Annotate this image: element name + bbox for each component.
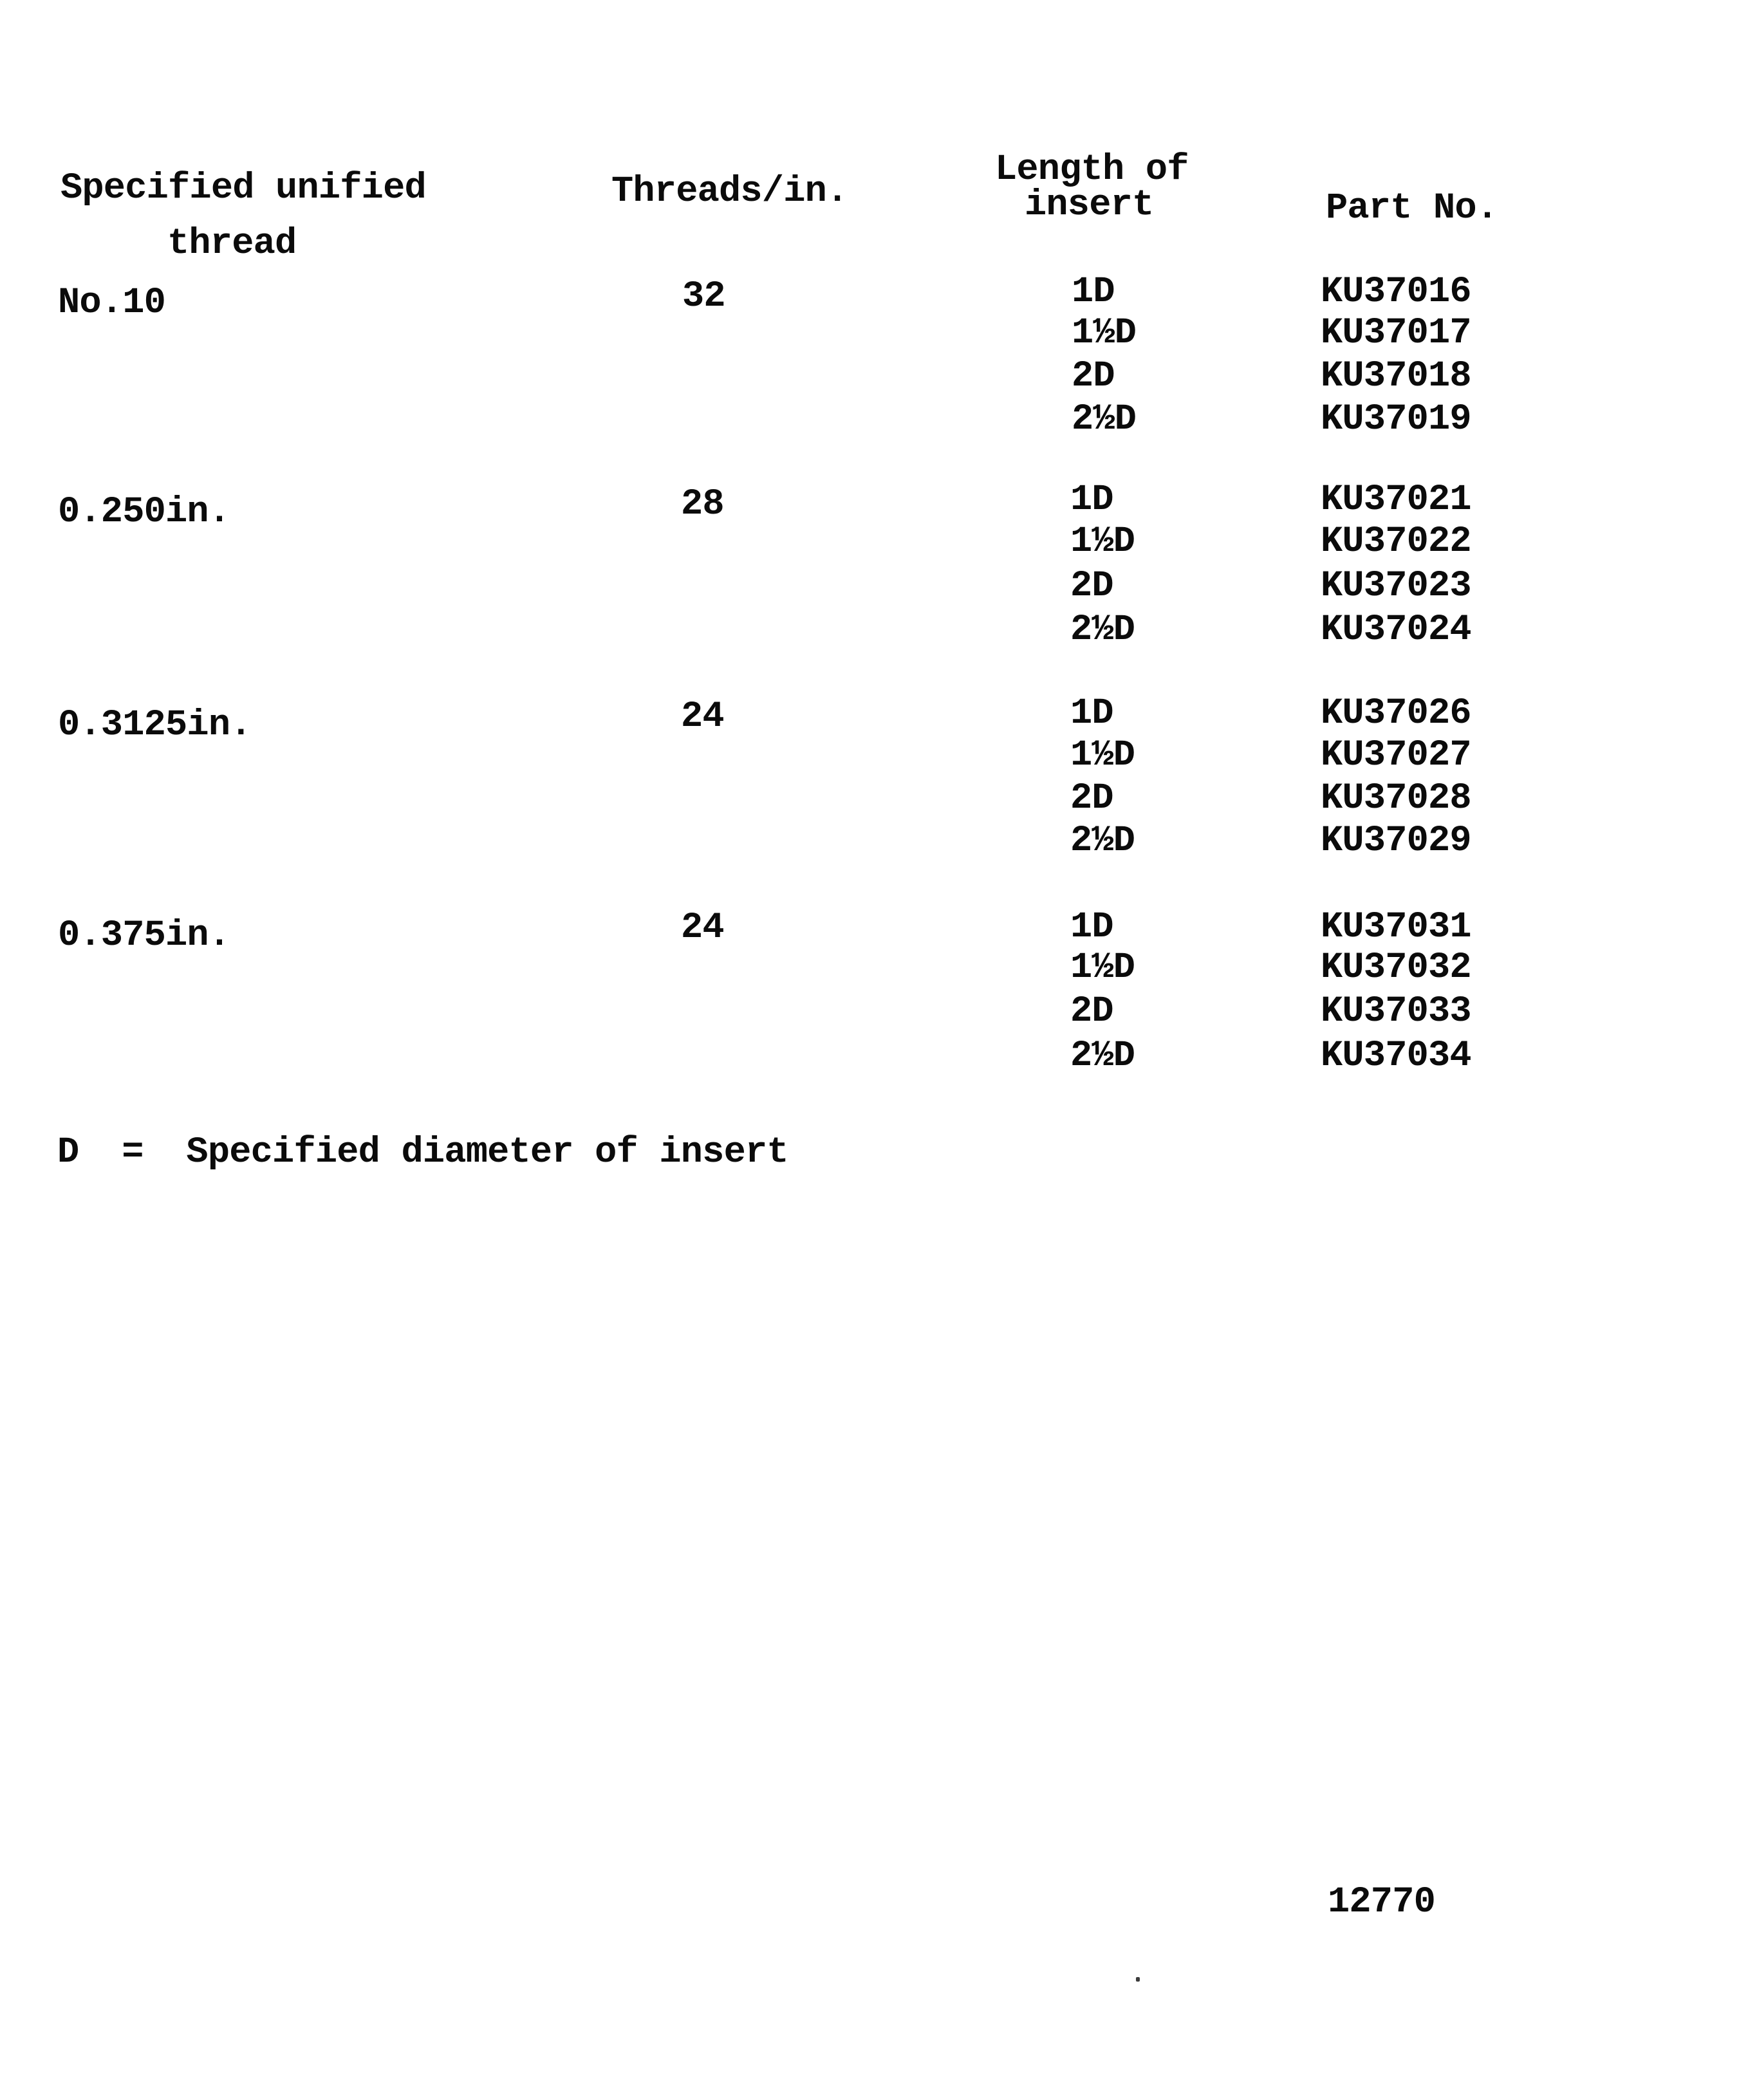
insert-length-value: 1½D [1070, 735, 1135, 776]
part-number: KU37027 [1321, 735, 1471, 776]
header-length-of-insert-line1: Length of [995, 149, 1189, 190]
header-threads-per-in: Threads/in. [611, 171, 848, 212]
part-number: KU37026 [1321, 693, 1471, 734]
part-number: KU37017 [1321, 313, 1471, 354]
threads-per-inch-value: 32 [682, 276, 725, 317]
thread-size-label: 0.250in. [58, 492, 230, 533]
header-part-no: Part No. [1326, 188, 1498, 229]
threads-per-inch-value: 24 [681, 696, 724, 738]
threads-per-inch-value: 28 [681, 484, 724, 525]
part-number: KU37028 [1321, 778, 1471, 819]
part-number: KU37031 [1321, 907, 1471, 948]
insert-length-value: 1½D [1070, 947, 1135, 989]
insert-length-value: 1½D [1070, 521, 1135, 562]
header-length-of-insert-line2: insert [1025, 185, 1154, 226]
insert-length-value: 2D [1070, 778, 1113, 819]
scan-speck-artifact [1136, 1977, 1140, 1982]
thread-size-label: 0.3125in. [58, 705, 252, 746]
threads-per-inch-value: 24 [681, 907, 724, 949]
insert-length-value: 2½D [1072, 399, 1137, 440]
part-number: KU37033 [1321, 991, 1471, 1032]
insert-length-value: 1D [1070, 907, 1113, 948]
part-number: KU37032 [1321, 947, 1471, 989]
thread-size-label: 0.375in. [58, 915, 230, 956]
insert-length-value: 2D [1070, 991, 1113, 1032]
header-specified-unified-thread-line1: Specified unified [60, 168, 426, 209]
insert-length-value: 1½D [1072, 313, 1137, 354]
part-number: KU37022 [1321, 521, 1471, 562]
insert-length-value: 2½D [1070, 1036, 1135, 1077]
footnote-d-definition: D = Specified diameter of insert [57, 1132, 788, 1173]
insert-length-value: 1D [1072, 272, 1115, 313]
insert-length-value: 2½D [1070, 609, 1135, 651]
insert-length-value: 2D [1070, 566, 1113, 607]
insert-length-value: 2D [1072, 356, 1115, 397]
part-number: KU37016 [1321, 272, 1471, 313]
part-number: KU37018 [1321, 356, 1471, 397]
part-number: KU37019 [1321, 399, 1471, 440]
insert-length-value: 1D [1070, 693, 1113, 734]
page-number: 12770 [1328, 1882, 1436, 1923]
part-number: KU37024 [1321, 609, 1471, 651]
header-specified-unified-thread-line2: thread [167, 223, 297, 265]
insert-length-value: 2½D [1070, 821, 1135, 862]
part-number: KU37029 [1321, 821, 1471, 862]
part-number: KU37021 [1321, 479, 1471, 521]
thread-size-label: No.10 [58, 283, 166, 324]
part-number: KU37023 [1321, 566, 1471, 607]
insert-length-value: 1D [1070, 479, 1113, 521]
part-number: KU37034 [1321, 1036, 1471, 1077]
